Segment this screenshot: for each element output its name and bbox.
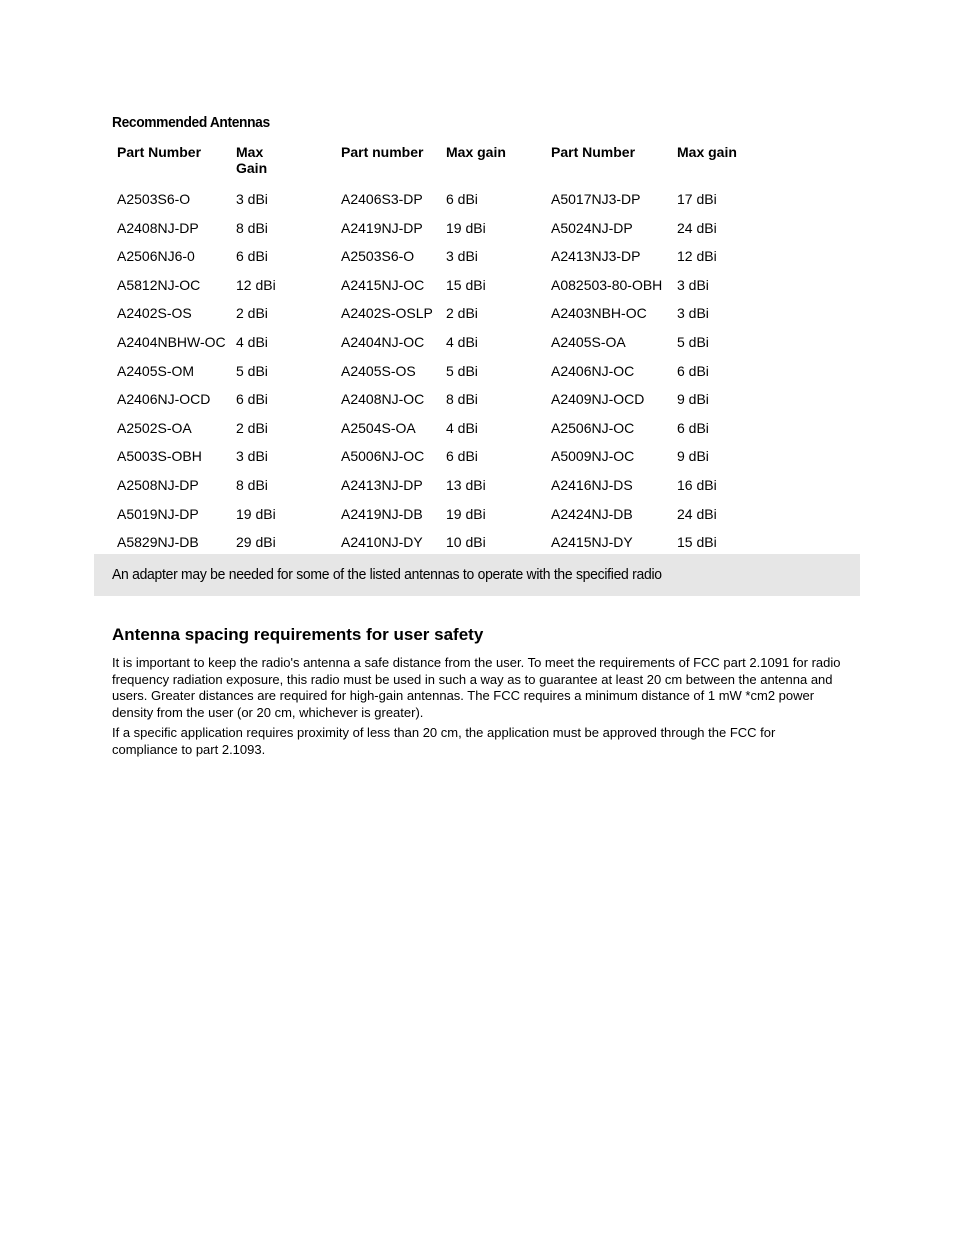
part-number-cell: A2406NJ-OCD xyxy=(117,391,211,408)
max-gain-cell: 24 dBi xyxy=(677,505,717,522)
table-row xyxy=(112,506,777,535)
part-number-cell: A5829NJ-DB xyxy=(117,534,199,551)
part-number-cell: A2424NJ-DB xyxy=(551,505,633,522)
max-gain-cell: 5 dBi xyxy=(677,333,709,350)
max-gain-cell: 8 dBi xyxy=(236,476,268,493)
max-gain-cell: 8 dBi xyxy=(236,219,268,236)
part-number-cell: A5006NJ-OC xyxy=(341,448,425,465)
max-gain-cell: 12 dBi xyxy=(677,248,717,265)
part-number-cell: A082503-80-OBH xyxy=(551,276,663,293)
part-number-cell: A2410NJ-DY xyxy=(341,534,423,551)
max-gain-cell: 12 dBi xyxy=(236,276,276,293)
part-number-cell: A2415NJ-DY xyxy=(551,534,633,551)
section-heading: Antenna spacing requirements for user safety xyxy=(112,625,484,644)
part-number-cell: A2504S-OA xyxy=(341,419,416,436)
header-part-number-2: Part number xyxy=(341,144,424,160)
part-number-cell: A2404NJ-OC xyxy=(341,333,425,350)
max-gain-cell: 6 dBi xyxy=(236,248,268,265)
part-number-cell: A2419NJ-DB xyxy=(341,505,423,522)
part-number-cell: A2408NJ-OC xyxy=(341,391,425,408)
part-number-cell: A2405S-OS xyxy=(341,362,416,379)
part-number-cell: A2416NJ-DS xyxy=(551,476,633,493)
part-number-cell: A2405S-OA xyxy=(551,333,626,350)
adapter-note: An adapter may be needed for some of the listed antennas to operate with the specified radio xyxy=(112,566,662,583)
table-row xyxy=(112,420,777,449)
max-gain-cell: 24 dBi xyxy=(677,219,717,236)
max-gain-cell: 15 dBi xyxy=(677,534,717,551)
max-gain-cell: 9 dBi xyxy=(677,448,709,465)
max-gain-cell: 6 dBi xyxy=(677,419,709,436)
table-row xyxy=(112,305,777,334)
part-number-cell: A2409NJ-OCD xyxy=(551,391,645,408)
max-gain-cell: 19 dBi xyxy=(446,219,486,236)
part-number-cell: A5024NJ-DP xyxy=(551,219,633,236)
max-gain-cell: 8 dBi xyxy=(446,391,478,408)
note-band xyxy=(94,554,860,596)
max-gain-cell: 3 dBi xyxy=(677,305,709,322)
part-number-cell: A2508NJ-DP xyxy=(117,476,199,493)
part-number-cell: A2402S-OSLP xyxy=(341,305,433,322)
max-gain-cell: 29 dBi xyxy=(236,534,276,551)
table-title: Recommended Antennas xyxy=(112,114,270,131)
part-number-cell: A5003S-OBH xyxy=(117,448,202,465)
max-gain-cell: 4 dBi xyxy=(236,333,268,350)
part-number-cell: A2502S-OA xyxy=(117,419,192,436)
max-gain-cell: 5 dBi xyxy=(446,362,478,379)
part-number-cell: A2503S6-O xyxy=(117,191,191,207)
max-gain-cell: 19 dBi xyxy=(446,505,486,522)
max-gain-cell: 6 dBi xyxy=(446,448,478,465)
max-gain-cell: 17 dBi xyxy=(677,191,717,207)
header-max-gain-3: Max gain xyxy=(677,144,737,160)
table-row xyxy=(112,220,777,249)
max-gain-cell: 2 dBi xyxy=(236,305,268,322)
max-gain-cell: 16 dBi xyxy=(677,476,717,493)
part-number-cell: A2403NBH-OC xyxy=(551,305,647,322)
max-gain-cell: 3 dBi xyxy=(236,191,268,207)
max-gain-cell: 6 dBi xyxy=(446,191,478,207)
max-gain-cell: 10 dBi xyxy=(446,534,486,551)
part-number-cell: A2413NJ-DP xyxy=(341,476,423,493)
safety-paragraph-2: If a specific application requires proximity of less than 20 cm, the application must be approved through the FCC for compliance to part 2.1093. xyxy=(112,725,776,757)
part-number-cell: A2503S6-O xyxy=(341,248,415,265)
max-gain-cell: 3 dBi xyxy=(677,276,709,293)
safety-paragraph-1: It is important to keep the radio's antenna a safe distance from the user. To meet the requirements of FCC part 2.1091 for radio frequency radiation exposure, this radio must be used in such a way as to guarantee at least 20 cm between the antenna and users. Greater distances are required for high-gain antennas. The FCC requires a minimum distance of 1 mW *cm2 power density from the user (or 20 cm, whichever is greater). xyxy=(112,655,841,720)
max-gain-cell: 2 dBi xyxy=(236,419,268,436)
antenna-table xyxy=(112,141,777,563)
part-number-cell: A2406S3-DP xyxy=(341,191,423,207)
part-number-cell: A2404NBHW-OC xyxy=(117,333,226,350)
table-row xyxy=(112,391,777,420)
table-row xyxy=(112,477,777,506)
max-gain-cell: 6 dBi xyxy=(677,362,709,379)
max-gain-cell: 4 dBi xyxy=(446,333,478,350)
max-gain-cell: 5 dBi xyxy=(236,362,268,379)
max-gain-cell: 9 dBi xyxy=(677,391,709,408)
max-gain-cell: 4 dBi xyxy=(446,419,478,436)
header-part-number-1: Part Number xyxy=(117,144,202,160)
table-row xyxy=(112,448,777,477)
part-number-cell: A2506NJ6-0 xyxy=(117,248,195,265)
part-number-cell: A2402S-OS xyxy=(117,305,192,322)
header-max-gain-2: Max gain xyxy=(446,144,506,160)
max-gain-cell: 19 dBi xyxy=(236,505,276,522)
part-number-cell: A5017NJ3-DP xyxy=(551,191,641,207)
table-body xyxy=(112,191,777,563)
table-row xyxy=(112,277,777,306)
part-number-cell: A2415NJ-OC xyxy=(341,276,425,293)
header-part-number-3: Part Number xyxy=(551,144,636,160)
part-number-cell: A2406NJ-OC xyxy=(551,362,635,379)
header-max-gain-1-text: Max Gain xyxy=(236,144,268,176)
table-row xyxy=(112,334,777,363)
max-gain-cell: 6 dBi xyxy=(236,391,268,408)
max-gain-cell: 3 dBi xyxy=(446,248,478,265)
table-header-row xyxy=(112,141,777,191)
part-number-cell: A5009NJ-OC xyxy=(551,448,635,465)
max-gain-cell: 2 dBi xyxy=(446,305,478,322)
part-number-cell: A2405S-OM xyxy=(117,362,195,379)
part-number-cell: A5019NJ-DP xyxy=(117,505,199,522)
max-gain-cell: 13 dBi xyxy=(446,476,486,493)
part-number-cell: A2413NJ3-DP xyxy=(551,248,641,265)
part-number-cell: A2506NJ-OC xyxy=(551,419,635,436)
part-number-cell: A5812NJ-OC xyxy=(117,276,201,293)
max-gain-cell: 3 dBi xyxy=(236,448,268,465)
table-row xyxy=(112,248,777,277)
table-row xyxy=(112,363,777,392)
part-number-cell: A2408NJ-DP xyxy=(117,219,199,236)
header-max-gain-1 xyxy=(231,141,336,191)
table-row xyxy=(112,191,777,220)
max-gain-cell: 15 dBi xyxy=(446,276,486,293)
part-number-cell: A2419NJ-DP xyxy=(341,219,423,236)
